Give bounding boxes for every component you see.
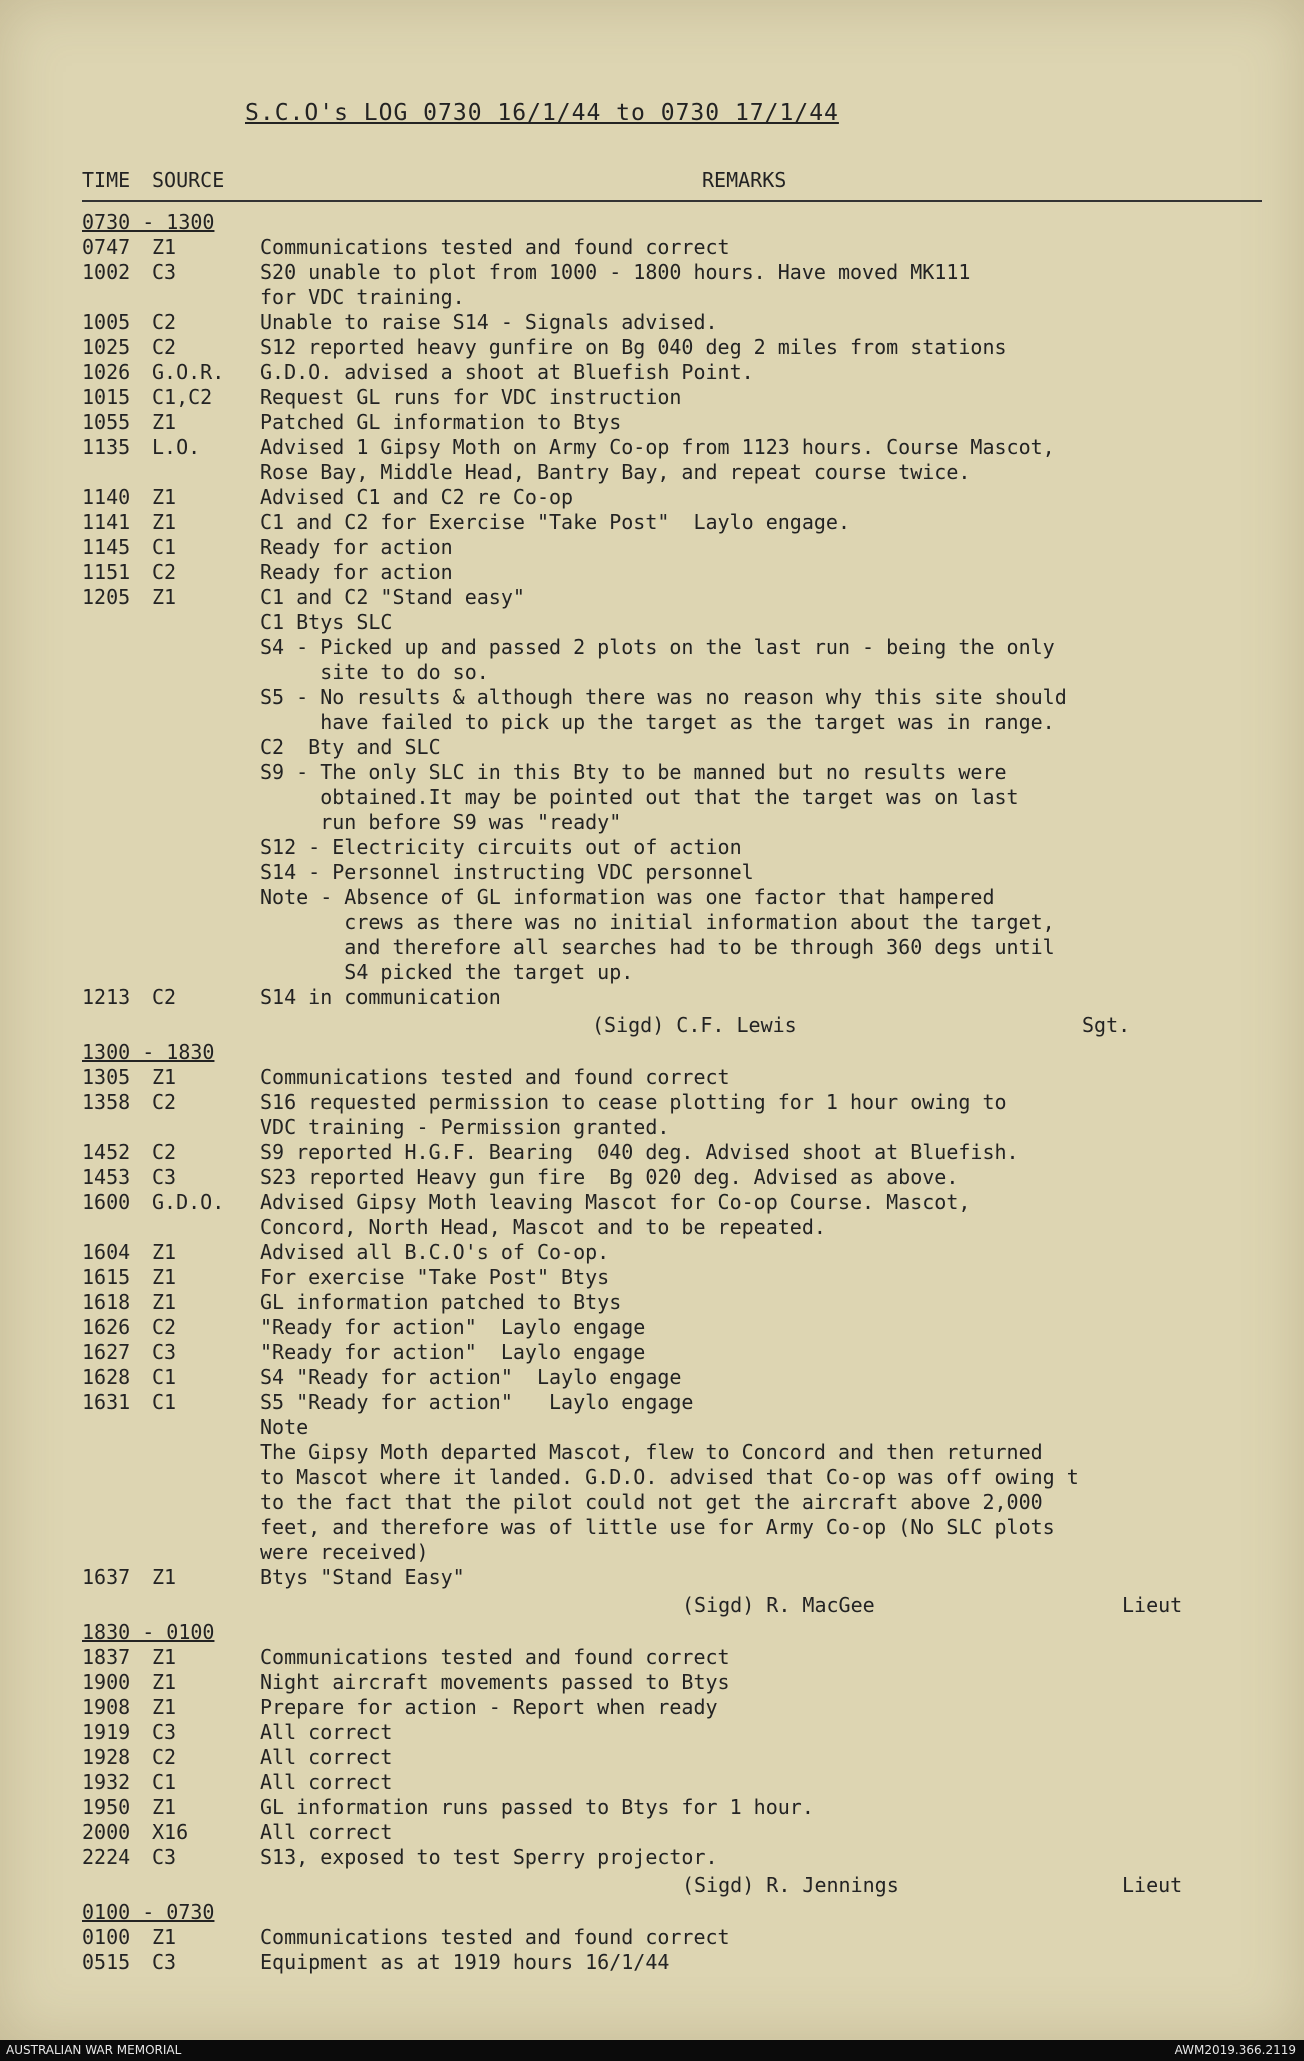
- entry-remark: GL information runs passed to Btys for 1 hour.: [260, 1795, 814, 1819]
- entry-source: C2: [152, 985, 177, 1009]
- entry-source: Z1: [152, 1670, 177, 1694]
- log-entry: [82, 485, 1272, 510]
- log-entry: [82, 1215, 1272, 1240]
- entry-source: C2: [152, 1140, 177, 1164]
- header-remarks: REMARKS: [702, 168, 787, 192]
- entry-source: C2: [152, 1315, 177, 1339]
- entry-remark: Equipment as at 1919 hours 16/1/44: [260, 1950, 670, 1974]
- signature-rank: Lieut: [1122, 1593, 1183, 1617]
- entry-remark: were received): [260, 1540, 429, 1564]
- archive-footer: [0, 2040, 1304, 2061]
- entry-remark: S4 - Picked up and passed 2 plots on the last run - being the only: [260, 635, 1055, 659]
- log-entry: [82, 1090, 1272, 1115]
- entry-time: 1837: [82, 1645, 131, 1669]
- entry-time: 1631: [82, 1390, 131, 1414]
- entry-time: 1358: [82, 1090, 131, 1114]
- log-entry: [82, 1140, 1272, 1165]
- entry-remark: Ready for action: [260, 535, 453, 559]
- entry-source: C1: [152, 535, 177, 559]
- entry-source: C3: [152, 1950, 177, 1974]
- log-entry: [82, 1515, 1272, 1540]
- entry-source: G.O.R.: [152, 360, 225, 384]
- log-entry: [82, 1490, 1272, 1515]
- entry-remark: S9 - The only SLC in this Bty to be manned but no results were: [260, 760, 1007, 784]
- log-entry: [82, 735, 1272, 760]
- log-entry: [82, 535, 1272, 560]
- log-entry: [82, 1795, 1272, 1820]
- entry-source: C1: [152, 1770, 177, 1794]
- entry-time: 1305: [82, 1065, 131, 1089]
- entry-remark: G.D.O. advised a shoot at Bluefish Point.: [260, 360, 754, 384]
- entry-time: 1025: [82, 335, 131, 359]
- entry-remark: S14 in communication: [260, 985, 501, 1009]
- log-entry: [82, 1315, 1272, 1340]
- signature-line: [82, 1010, 1272, 1040]
- log-entry: [82, 685, 1272, 710]
- log-entry: [82, 1770, 1272, 1795]
- entry-remark: S5 "Ready for action" Laylo engage: [260, 1390, 694, 1414]
- log-entry: [82, 360, 1272, 385]
- entry-time: 0747: [82, 235, 131, 259]
- entry-time: 1626: [82, 1315, 131, 1339]
- log-entry: [82, 410, 1272, 435]
- entry-remark: S5 - No results & although there was no reason why this site should: [260, 685, 1067, 709]
- entry-source: Z1: [152, 1065, 177, 1089]
- entry-source: G.D.O.: [152, 1190, 225, 1214]
- entry-source: C3: [152, 1845, 177, 1869]
- entry-time: 1928: [82, 1745, 131, 1769]
- entry-remark: C2 Bty and SLC: [260, 735, 441, 759]
- entry-source: C1,C2: [152, 385, 213, 409]
- period-heading: [82, 1900, 1272, 1925]
- entry-source: Z1: [152, 1240, 177, 1264]
- entry-time: 2000: [82, 1820, 131, 1844]
- entry-source: C3: [152, 1165, 177, 1189]
- entry-time: 1452: [82, 1140, 131, 1164]
- log-entry: [82, 1340, 1272, 1365]
- log-entry: [82, 985, 1272, 1010]
- entry-time: 1618: [82, 1290, 131, 1314]
- log-entry: [82, 935, 1272, 960]
- log-entry: [82, 960, 1272, 985]
- header-source: SOURCE: [152, 168, 225, 192]
- entry-remark: Advised C1 and C2 re Co-op: [260, 485, 574, 509]
- entry-source: Z1: [152, 585, 177, 609]
- entry-source: C2: [152, 1745, 177, 1769]
- log-entry: [82, 1265, 1272, 1290]
- entry-source: C2: [152, 1090, 177, 1114]
- entry-time: 1604: [82, 1240, 131, 1264]
- log-entry: [82, 1465, 1272, 1490]
- entry-source: C2: [152, 310, 177, 334]
- entry-time: 1151: [82, 560, 131, 584]
- entry-remark: S13, exposed to test Sperry projector.: [260, 1845, 718, 1869]
- period-label: 0100 - 0730: [82, 1900, 215, 1924]
- entry-source: C3: [152, 1720, 177, 1744]
- entry-remark: S14 - Personnel instructing VDC personnel: [260, 860, 754, 884]
- log-title: S.C.O's LOG 0730 16/1/44 to 0730 17/1/44: [245, 100, 839, 126]
- log-entry: [82, 435, 1272, 460]
- log-entry: [82, 1240, 1272, 1265]
- signature-line: [82, 1870, 1272, 1900]
- log-entry: [82, 785, 1272, 810]
- signature-name: (Sigd) C.F. Lewis: [592, 1013, 797, 1037]
- entry-remark: S4 "Ready for action" Laylo engage: [260, 1365, 682, 1389]
- entry-time: 1628: [82, 1365, 131, 1389]
- entry-time: 1919: [82, 1720, 131, 1744]
- entry-remark: Unable to raise S14 - Signals advised.: [260, 310, 718, 334]
- entry-remark: Advised Gipsy Moth leaving Mascot for Co-op Course. Mascot,: [260, 1190, 971, 1214]
- entry-time: 1615: [82, 1265, 131, 1289]
- entry-remark: obtained.It may be pointed out that the target was on last: [260, 785, 1019, 809]
- entry-remark: crews as there was no initial information about the target,: [260, 910, 1055, 934]
- log-entry: [82, 1190, 1272, 1215]
- log-entry: [82, 1365, 1272, 1390]
- log-entry: [82, 260, 1272, 285]
- entry-time: 1141: [82, 510, 131, 534]
- log-entry: [82, 1950, 1272, 1975]
- entry-time: 1002: [82, 260, 131, 284]
- log-entry: [82, 885, 1272, 910]
- entry-remark: All correct: [260, 1820, 393, 1844]
- entry-time: 1908: [82, 1695, 131, 1719]
- entry-remark: C1 and C2 "Stand easy": [260, 585, 525, 609]
- entry-source: Z1: [152, 1565, 177, 1589]
- entry-source: Z1: [152, 235, 177, 259]
- entry-remark: Prepare for action - Report when ready: [260, 1695, 718, 1719]
- entry-remark: S20 unable to plot from 1000 - 1800 hours. Have moved MK111: [260, 260, 971, 284]
- log-entry: [82, 1925, 1272, 1950]
- log-entry: [82, 1720, 1272, 1745]
- entry-remark: Btys "Stand Easy": [260, 1565, 465, 1589]
- entry-source: C3: [152, 1340, 177, 1364]
- entry-time: 1026: [82, 360, 131, 384]
- log-entry: [82, 1845, 1272, 1870]
- signature-line: [82, 1590, 1272, 1620]
- entry-remark: C1 and C2 for Exercise "Take Post" Laylo engage.: [260, 510, 851, 534]
- period-heading: [82, 1620, 1272, 1645]
- entry-source: Z1: [152, 410, 177, 434]
- entry-time: 1932: [82, 1770, 131, 1794]
- column-header: [82, 166, 1262, 202]
- header-time: TIME: [82, 168, 131, 192]
- log-entry: [82, 1390, 1272, 1415]
- entry-remark: All correct: [260, 1720, 393, 1744]
- log-entry: [82, 710, 1272, 735]
- entry-source: Z1: [152, 1290, 177, 1314]
- signature-rank: Sgt.: [1082, 1013, 1131, 1037]
- entry-remark: Advised all B.C.O's of Co-op.: [260, 1240, 610, 1264]
- entry-source: C1: [152, 1365, 177, 1389]
- entry-source: Z1: [152, 1645, 177, 1669]
- log-entry: [82, 635, 1272, 660]
- entry-source: Z1: [152, 1925, 177, 1949]
- entry-source: Z1: [152, 1795, 177, 1819]
- log-entry: [82, 1565, 1272, 1590]
- log-entry: [82, 810, 1272, 835]
- entry-remark: Concord, North Head, Mascot and to be repeated.: [260, 1215, 826, 1239]
- entry-remark: Communications tested and found correct: [260, 1925, 730, 1949]
- entry-remark: All correct: [260, 1770, 393, 1794]
- entry-remark: GL information patched to Btys: [260, 1290, 622, 1314]
- log-body: [82, 210, 1272, 1975]
- entry-source: Z1: [152, 1265, 177, 1289]
- entry-remark: S9 reported H.G.F. Bearing 040 deg. Advised shoot at Bluefish.: [260, 1140, 1019, 1164]
- log-entry: [82, 760, 1272, 785]
- entry-remark: and therefore all searches had to be through 360 degs until: [260, 935, 1055, 959]
- log-entry: [82, 1820, 1272, 1845]
- log-entry: [82, 1115, 1272, 1140]
- log-entry: [82, 310, 1272, 335]
- entry-remark: Request GL runs for VDC instruction: [260, 385, 682, 409]
- entry-time: 1205: [82, 585, 131, 609]
- log-entry: [82, 335, 1272, 360]
- log-entry: [82, 560, 1272, 585]
- entry-remark: feet, and therefore was of little use for Army Co-op (No SLC plots: [260, 1515, 1055, 1539]
- log-entry: [82, 910, 1272, 935]
- entry-time: 2224: [82, 1845, 131, 1869]
- log-entry: [82, 385, 1272, 410]
- log-entry: [82, 1645, 1272, 1670]
- log-entry: [82, 235, 1272, 260]
- entry-source: Z1: [152, 510, 177, 534]
- entry-remark: Advised 1 Gipsy Moth on Army Co-op from 1123 hours. Course Mascot,: [260, 435, 1055, 459]
- entry-source: C1: [152, 1390, 177, 1414]
- log-entry: [82, 1415, 1272, 1440]
- log-entry: [82, 1440, 1272, 1465]
- entry-remark: Communications tested and found correct: [260, 235, 730, 259]
- entry-remark: S16 requested permission to cease plotting for 1 hour owing to: [260, 1090, 1007, 1114]
- entry-time: 0100: [82, 1925, 131, 1949]
- footer-accession: AWM2019.366.2119: [1174, 2043, 1296, 2057]
- entry-remark: All correct: [260, 1745, 393, 1769]
- log-entry: [82, 510, 1272, 535]
- entry-time: 1140: [82, 485, 131, 509]
- log-entry: [82, 660, 1272, 685]
- entry-remark: run before S9 was "ready": [260, 810, 622, 834]
- entry-source: C2: [152, 335, 177, 359]
- entry-time: 1600: [82, 1190, 131, 1214]
- entry-time: 1213: [82, 985, 131, 1009]
- entry-remark: to Mascot where it landed. G.D.O. advised that Co-op was off owing t: [260, 1465, 1079, 1489]
- entry-time: 1900: [82, 1670, 131, 1694]
- entry-remark: Note: [260, 1415, 309, 1439]
- entry-remark: to the fact that the pilot could not get the aircraft above 2,000: [260, 1490, 1043, 1514]
- entry-source: Z1: [152, 485, 177, 509]
- entry-remark: "Ready for action" Laylo engage: [260, 1340, 646, 1364]
- log-entry: [82, 1670, 1272, 1695]
- log-entry: [82, 610, 1272, 635]
- entry-remark: Note - Absence of GL information was one factor that hampered: [260, 885, 995, 909]
- entry-remark: C1 Btys SLC: [260, 610, 393, 634]
- entry-time: 1950: [82, 1795, 131, 1819]
- log-entry: [82, 1745, 1272, 1770]
- entry-remark: for VDC training.: [260, 285, 465, 309]
- entry-remark: Rose Bay, Middle Head, Bantry Bay, and repeat course twice.: [260, 460, 971, 484]
- entry-remark: Ready for action: [260, 560, 453, 584]
- entry-remark: Communications tested and found correct: [260, 1065, 730, 1089]
- entry-source: X16: [152, 1820, 189, 1844]
- entry-remark: S12 - Electricity circuits out of action: [260, 835, 742, 859]
- log-entry: [82, 285, 1272, 310]
- entry-time: 0515: [82, 1950, 131, 1974]
- log-entry: [82, 1165, 1272, 1190]
- entry-source: L.O.: [152, 435, 201, 459]
- period-heading: [82, 210, 1272, 235]
- log-entry: [82, 460, 1272, 485]
- entry-remark: "Ready for action" Laylo engage: [260, 1315, 646, 1339]
- entry-remark: S4 picked the target up.: [260, 960, 634, 984]
- entry-time: 1637: [82, 1565, 131, 1589]
- entry-remark: Communications tested and found correct: [260, 1645, 730, 1669]
- entry-source: Z1: [152, 1695, 177, 1719]
- log-entry: [82, 1695, 1272, 1720]
- log-entry: [82, 835, 1272, 860]
- log-entry: [82, 860, 1272, 885]
- entry-remark: VDC training - Permission granted.: [260, 1115, 670, 1139]
- entry-remark: Patched GL information to Btys: [260, 410, 622, 434]
- period-label: 1830 - 0100: [82, 1620, 215, 1644]
- entry-time: 1627: [82, 1340, 131, 1364]
- period-heading: [82, 1040, 1272, 1065]
- entry-time: 1005: [82, 310, 131, 334]
- entry-time: 1015: [82, 385, 131, 409]
- log-entry: [82, 1540, 1272, 1565]
- entry-remark: Night aircraft movements passed to Btys: [260, 1670, 730, 1694]
- entry-remark: S12 reported heavy gunfire on Bg 040 deg 2 miles from stations: [260, 335, 1007, 359]
- signature-name: (Sigd) R. Jennings: [682, 1873, 899, 1897]
- entry-remark: The Gipsy Moth departed Mascot, flew to Concord and then returned: [260, 1440, 1043, 1464]
- entry-time: 1145: [82, 535, 131, 559]
- entry-remark: For exercise "Take Post" Btys: [260, 1265, 610, 1289]
- footer-institution: AUSTRALIAN WAR MEMORIAL: [6, 2043, 182, 2057]
- log-entry: [82, 1065, 1272, 1090]
- entry-time: 1453: [82, 1165, 131, 1189]
- entry-remark: S23 reported Heavy gun fire Bg 020 deg. Advised as above.: [260, 1165, 959, 1189]
- entry-remark: site to do so.: [260, 660, 489, 684]
- entry-source: C3: [152, 260, 177, 284]
- period-label: 1300 - 1830: [82, 1040, 215, 1064]
- entry-time: 1055: [82, 410, 131, 434]
- entry-time: 1135: [82, 435, 131, 459]
- period-label: 0730 - 1300: [82, 210, 215, 234]
- log-entry: [82, 585, 1272, 610]
- log-entry: [82, 1290, 1272, 1315]
- entry-remark: have failed to pick up the target as the target was in range.: [260, 710, 1055, 734]
- signature-rank: Lieut: [1122, 1873, 1183, 1897]
- entry-source: C2: [152, 560, 177, 584]
- signature-name: (Sigd) R. MacGee: [682, 1593, 875, 1617]
